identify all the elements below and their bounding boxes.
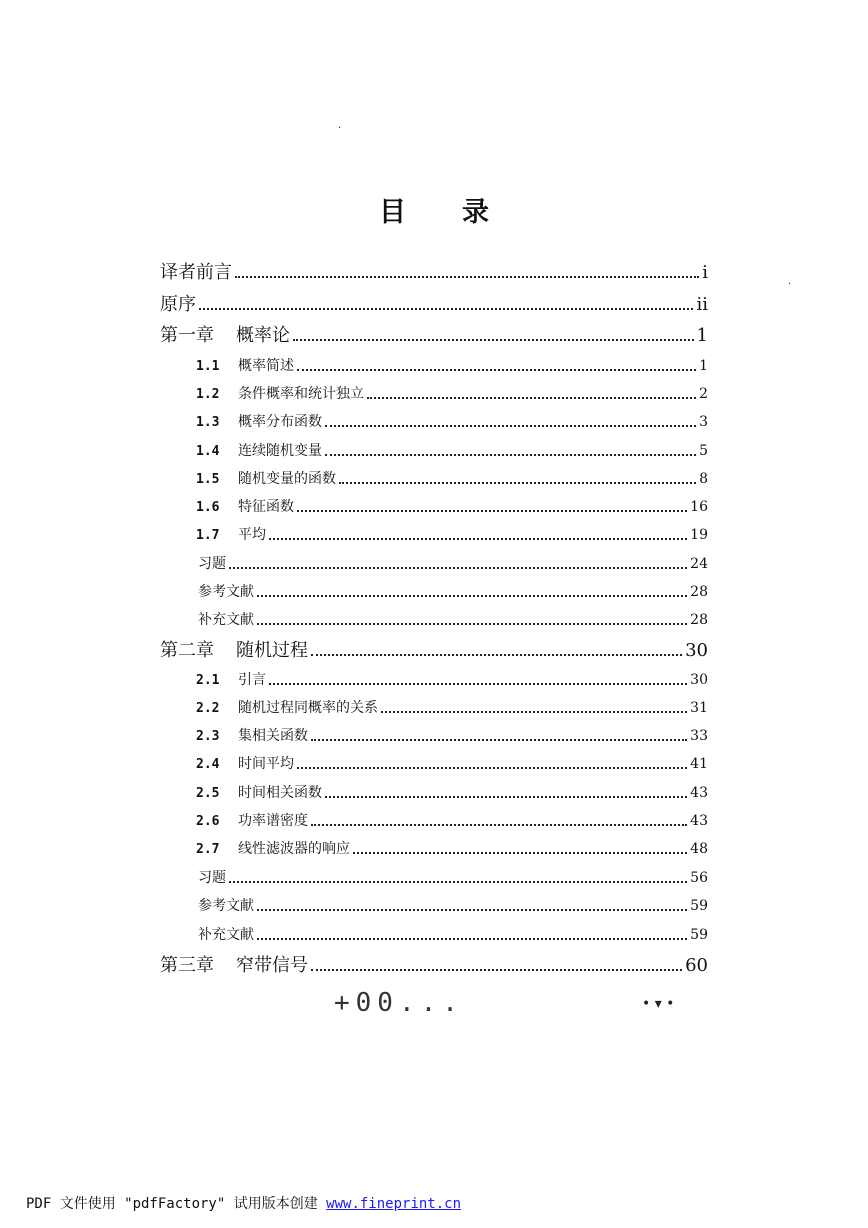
leader-dots bbox=[257, 595, 687, 597]
section-number: 2.5 bbox=[196, 786, 220, 801]
toc-supplementary-1 bbox=[198, 607, 708, 633]
toc-section-2-4 bbox=[196, 751, 708, 777]
chapter-number: 第二章 bbox=[160, 640, 214, 661]
leader-dots bbox=[367, 397, 696, 399]
toc-entry-label: 条件概率和统计独立 bbox=[238, 386, 364, 402]
toc-entry-label: 概率简述 bbox=[238, 358, 294, 374]
leader-dots bbox=[311, 969, 682, 971]
leader-dots bbox=[381, 711, 687, 713]
toc-entry-page: 28 bbox=[690, 584, 708, 600]
footer-text: PDF 文件使用 "pdfFactory" 试用版本创建 bbox=[26, 1196, 318, 1212]
leader-dots bbox=[199, 308, 693, 310]
toc-exercises-1 bbox=[198, 551, 708, 577]
toc-entry-page: 5 bbox=[699, 443, 708, 459]
toc-entry-label: 概率论 bbox=[236, 325, 290, 346]
toc-entry-label: 特征函数 bbox=[238, 499, 294, 515]
toc-chapter-2 bbox=[160, 638, 708, 664]
toc-section-2-3 bbox=[196, 723, 708, 749]
toc-entry-page: 59 bbox=[690, 927, 708, 943]
toc-supplementary-2 bbox=[198, 922, 708, 948]
toc-entry-label: 随机过程 bbox=[236, 640, 308, 661]
toc-entry-page: ii bbox=[696, 294, 708, 315]
title-char-1: 目 bbox=[379, 197, 406, 228]
toc-entry-page: 43 bbox=[690, 813, 708, 829]
section-number: 2.6 bbox=[196, 814, 220, 829]
toc-entry-label: 连续随机变量 bbox=[238, 443, 322, 459]
toc-section-1-7 bbox=[196, 522, 708, 548]
toc-section-1-6 bbox=[196, 494, 708, 520]
leader-dots bbox=[325, 796, 687, 798]
title-char-2: 录 bbox=[462, 197, 489, 228]
toc-entry-page: 60 bbox=[685, 955, 708, 976]
toc-section-2-2 bbox=[196, 695, 708, 721]
toc-entry-label: 线性滤波器的响应 bbox=[238, 841, 350, 857]
toc-exercises-2 bbox=[198, 865, 708, 891]
section-number: 1.6 bbox=[196, 500, 220, 515]
leader-dots bbox=[297, 510, 687, 512]
toc-entry-label: 补充文献 bbox=[198, 612, 254, 628]
section-number: 2.2 bbox=[196, 701, 220, 716]
toc-entry-page: 19 bbox=[690, 527, 708, 543]
leader-dots bbox=[269, 538, 687, 540]
leader-dots bbox=[229, 567, 687, 569]
toc-entry-label: 随机过程同概率的关系 bbox=[238, 700, 378, 716]
section-number: 2.7 bbox=[196, 842, 220, 857]
toc-section-1-4 bbox=[196, 438, 708, 464]
toc-entry-preface bbox=[160, 260, 708, 286]
toc-chapter-3 bbox=[160, 953, 708, 979]
toc-entry-page: 41 bbox=[690, 756, 708, 772]
leader-dots bbox=[311, 654, 682, 656]
leader-dots bbox=[235, 276, 699, 278]
leader-dots bbox=[257, 909, 687, 911]
section-number: 1.5 bbox=[196, 472, 220, 487]
toc-entry-page: 30 bbox=[690, 672, 708, 688]
section-number: 2.4 bbox=[196, 757, 220, 772]
library-stamp: +00... bbox=[334, 988, 464, 1018]
leader-dots bbox=[269, 683, 687, 685]
toc-entry-page: 48 bbox=[690, 841, 708, 857]
toc-entry-page: 28 bbox=[690, 612, 708, 628]
leader-dots bbox=[297, 369, 696, 371]
toc-references-2 bbox=[198, 893, 708, 919]
section-number: 2.1 bbox=[196, 673, 220, 688]
leader-dots bbox=[229, 881, 687, 883]
section-number: 1.2 bbox=[196, 387, 220, 402]
toc-section-2-5 bbox=[196, 780, 708, 806]
section-number: 1.3 bbox=[196, 415, 220, 430]
toc-section-1-5 bbox=[196, 466, 708, 492]
section-number: 2.3 bbox=[196, 729, 220, 744]
toc-entry-label: 功率谱密度 bbox=[238, 813, 308, 829]
toc-section-1-1 bbox=[196, 353, 708, 379]
toc-entry-page: 2 bbox=[699, 386, 708, 402]
toc-entry-page: 59 bbox=[690, 898, 708, 914]
toc-entry-label: 窄带信号 bbox=[236, 955, 308, 976]
leader-dots bbox=[325, 425, 696, 427]
toc-entry-label: 概率分布函数 bbox=[238, 414, 322, 430]
toc-entry-page: i bbox=[702, 262, 708, 283]
section-number: 1.4 bbox=[196, 444, 220, 459]
toc-entry-page: 16 bbox=[690, 499, 708, 515]
toc-entry-page: 8 bbox=[699, 471, 708, 487]
section-number: 1.7 bbox=[196, 528, 220, 543]
toc-section-2-7 bbox=[196, 836, 708, 862]
toc-entry-page: 1 bbox=[696, 325, 708, 346]
toc-entry-label: 平均 bbox=[238, 527, 266, 543]
toc-entry-label: 补充文献 bbox=[198, 927, 254, 943]
toc-entry-page: 31 bbox=[690, 700, 708, 716]
toc-entry-original-preface bbox=[160, 292, 708, 318]
leader-dots bbox=[339, 482, 696, 484]
leader-dots bbox=[297, 767, 687, 769]
page-marks: • ▾ • bbox=[642, 996, 675, 1012]
speck-mark: . bbox=[338, 120, 342, 131]
footer-link[interactable]: www.fineprint.cn bbox=[326, 1196, 462, 1212]
toc-entry-page: 30 bbox=[685, 640, 708, 661]
toc-entry-label: 原序 bbox=[160, 294, 196, 315]
toc-entry-label: 参考文献 bbox=[198, 584, 254, 600]
leader-dots bbox=[257, 938, 687, 940]
toc-entry-page: 3 bbox=[699, 414, 708, 430]
leader-dots bbox=[293, 339, 694, 341]
toc-entry-label: 时间平均 bbox=[238, 756, 294, 772]
chapter-number: 第一章 bbox=[160, 325, 214, 346]
toc-section-2-1 bbox=[196, 667, 708, 693]
leader-dots bbox=[353, 852, 687, 854]
speck-mark: . bbox=[788, 276, 792, 287]
toc-entry-label: 习题 bbox=[198, 870, 226, 886]
toc-entry-label: 习题 bbox=[198, 556, 226, 572]
toc-section-1-3 bbox=[196, 409, 708, 435]
toc-section-1-2 bbox=[196, 381, 708, 407]
toc-references-1 bbox=[198, 579, 708, 605]
toc-chapter-1 bbox=[160, 323, 708, 349]
toc-entry-page: 1 bbox=[699, 358, 708, 374]
toc-entry-label: 随机变量的函数 bbox=[238, 471, 336, 487]
toc-entry-page: 43 bbox=[690, 785, 708, 801]
section-number: 1.1 bbox=[196, 359, 220, 374]
chapter-number: 第三章 bbox=[160, 955, 214, 976]
toc-entry-label: 集相关函数 bbox=[238, 728, 308, 744]
leader-dots bbox=[325, 454, 696, 456]
toc-entry-page: 33 bbox=[690, 728, 708, 744]
toc-entry-page: 24 bbox=[690, 556, 708, 572]
toc-entry-label: 参考文献 bbox=[198, 898, 254, 914]
leader-dots bbox=[311, 739, 687, 741]
toc-entry-label: 时间相关函数 bbox=[238, 785, 322, 801]
leader-dots bbox=[257, 623, 687, 625]
toc-section-2-6 bbox=[196, 808, 708, 834]
leader-dots bbox=[311, 824, 687, 826]
toc-entry-label: 引言 bbox=[238, 672, 266, 688]
pdf-footer bbox=[26, 1193, 461, 1213]
toc-entry-label: 译者前言 bbox=[160, 262, 232, 283]
toc-entry-page: 56 bbox=[690, 870, 708, 886]
